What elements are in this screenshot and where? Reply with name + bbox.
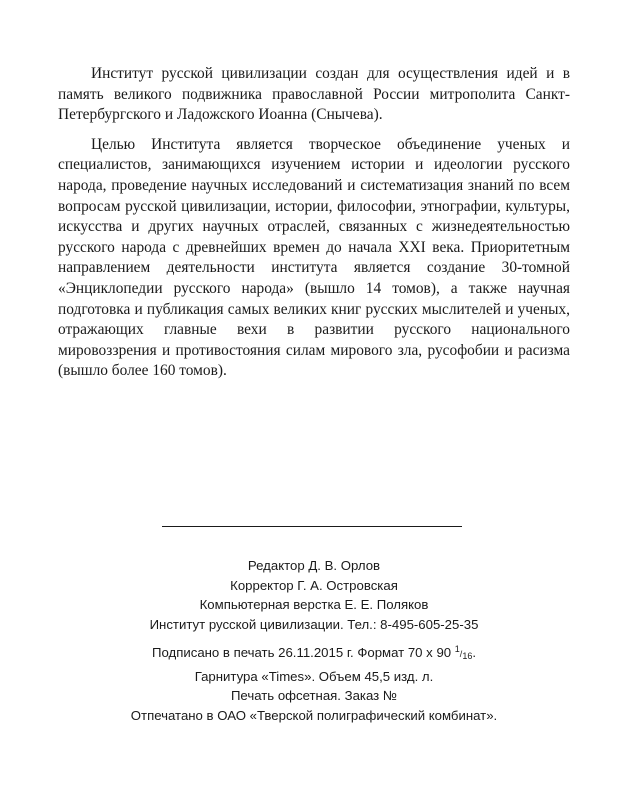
layout-line: Компьютерная верстка Е. Е. Поляков (199, 597, 429, 612)
signed-to-print-line (58, 640, 570, 667)
print-order-line: Печать офсетная. Заказ № (230, 688, 398, 703)
goals-paragraph: Целью Института является творческое объединение ученых и специалистов, занимающихся изучением истории и идеологии русского народа, проведение научных исследований и систематизация знаний по всем вопросам русской цивилизации, истории, философии, этнографии, культуры, искусства и других научных отраслей, связанных с жизнедеятельностью русского народа с древнейших времен до начала XXI века. Приоритетным направлением деятельности института является создание 30-томной «Энциклопедии русского народа» (вышло 14 томов), а также научная подготовка и публикация самых великих книг русских мыслителей и ученых, отражающих главные вехи в развитии русского национального мировоззрения и противостояния силам мирового зла, русофобии и расизма (вышло более 160 томов). (58, 135, 570, 380)
editor-line: Редактор Д. В. Орлов (247, 558, 381, 573)
format-fraction: 1/16 (454, 644, 473, 661)
format-numerator: 1 (454, 644, 460, 654)
institute-contact-line: Институт русской цивилизации. Тел.: 8-495-605-25-35 (149, 616, 479, 632)
proofreader-line: Корректор Г. А. Островская (230, 577, 398, 593)
signed-text: Подписано в печать 26.11.2015 г. Формат 70 х 90 (152, 645, 455, 660)
typeface-volume-line: Гарнитура «Times». Объем 45,5 изд. л. (194, 668, 434, 684)
separator-rule (162, 526, 462, 527)
printed-at-line: Отпечатано в ОАО «Тверской полиграфический комбинат». (130, 707, 498, 723)
intro-paragraph: Институт русской цивилизации создан для осуществления идей и в память великого подвижника православной России митрополита Санкт-Петербургского и Ладожского Иоанна (Снычева). (58, 65, 570, 124)
format-denominator: 16 (462, 651, 473, 661)
printing-block (58, 640, 570, 725)
credits-block (58, 556, 570, 634)
signed-suffix: . (472, 645, 476, 660)
institute-description (58, 64, 570, 382)
